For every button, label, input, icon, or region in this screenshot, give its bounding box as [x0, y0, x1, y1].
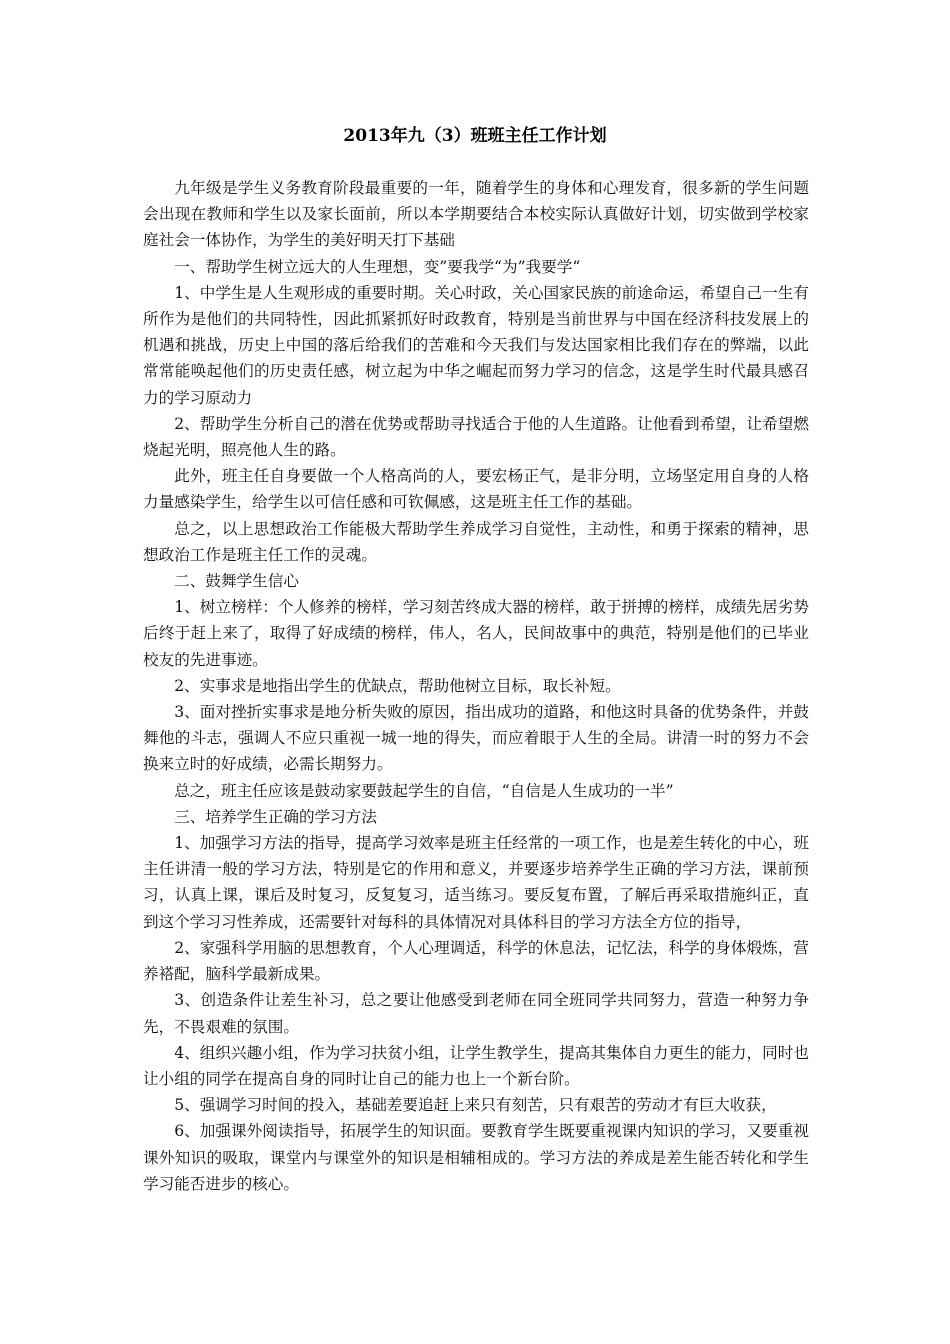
- section-heading-1: 一、帮助学生树立远大的人生理想，变”要我学“为”我要学“: [174, 257, 581, 276]
- paragraph: 4、组织兴趣小组，作为学习扶贫小组，让学生教学生，提高其集体自力更生的能力，同时也让小组的同学在提高自身的同时让自己的能力也上一个新台阶。: [143, 1043, 809, 1088]
- paragraph-intro: 九年级是学生义务教育阶段最重要的一年，随着学生的身体和心理发育，很多新的学生问题会出现在教师和学生以及家长面前，所以本学期要结合本校实际认真做好计划，切实做到学校家庭社会一体协作，为学生的美好明天打下基础: [143, 179, 809, 250]
- paragraph: 3、创造条件让差生补习，总之要让他感受到老师在同全班同学共同努力，营造一种努力争先，不畏艰难的氛围。: [143, 991, 809, 1036]
- paragraph: 2、家强科学用脑的思想教育，个人心理调适，科学的休息法，记忆法，科学的身体煅炼，营养褡配，脑科学最新成果。: [143, 938, 809, 984]
- paragraph: 总之，班主任应该是鼓动家要鼓起学生的自信，“自信是人生成功的一半”: [174, 781, 674, 800]
- paragraph: 1、树立榜样：个人修养的榜样，学习刻苦终成大器的榜样，敢于拼搏的榜样，成绩先居劣势后终于赶上来了，取得了好成绩的榜样，伟人，名人，民间故事中的典范，特别是他们的已毕业校友的先进事迹。: [143, 598, 809, 669]
- paragraph: 2、帮助学生分析自己的潜在优势或帮助寻找适合于他的人生道路。让他看到希望，让希望燃烧起光明，照亮他人生的路。: [143, 414, 809, 460]
- paragraph: 3、面对挫折实事求是地分析失败的原因，指出成功的道路，和他这时具备的优势条件，并鼓舞他的斗志，强调人不应只重视一城一地的得失，而应着眼于人生的全局。讲清一时的努力不会换来立时的好成绩，必需长期努力。: [143, 703, 809, 774]
- paragraph: 总之，以上思想政治工作能极大帮助学生养成学习自觉性，主动性，和勇于探索的精神，思想政治工作是班主任工作的灵魂。: [143, 519, 809, 564]
- paragraph: 1、中学生是人生观形成的重要时期。关心时政，关心国家民族的前途命运，希望自己一生有所作为是他们的共同特性，因此抓紧抓好时政教育，特别是当前世界与中国在经济科技发展上的机遇和挑战，历史上中国的落后给我们的苦难和今天我们与发达国家相比我们存在的弊端，以此常常能唤起他们的历史责任感，树立起为中华之崛起而努力学习的信念，这是学生时代最具感召力的学习原动力: [143, 283, 809, 407]
- document-body: [143, 175, 809, 1197]
- paragraph: 5、强调学习时间的投入，基础差要追赶上来只有刻苦，只有艰苦的劳动才有巨大收获，: [174, 1096, 777, 1115]
- section-heading-3: 三、培养学生正确的学习方法: [174, 807, 377, 826]
- paragraph: 6、加强课外阅读指导，拓展学生的知识面。要教育学生既要重视课内知识的学习，又要重视课外知识的吸取，课堂内与课堂外的知识是相辅相成的。学习方法的养成是差生能否转化和学生学习能否进步的核心。: [143, 1122, 809, 1193]
- section-heading-2: 二、鼓舞学生信心: [174, 572, 299, 591]
- paragraph: 2、实事求是地指出学生的优缺点，帮助他树立目标，取长补短。: [174, 676, 621, 695]
- paragraph: 此外，班主任自身要做一个人格高尚的人，要宏杨正气，是非分明，立场坚定用自身的人格力量感染学生，给学生以可信任感和可钦佩感，这是班主任工作的基础。: [143, 467, 809, 512]
- paragraph: 1、加强学习方法的指导，提高学习效率是班主任经常的一项工作，也是差生转化的中心，班主任讲清一般的学习方法，特别是它的作用和意义，并要逐步培养学生正确的学习方法，课前预习，认真上课，课后及时复习，反复复习，适当练习。要反复布置，了解后再采取措施纠正，直到这个学习习性养成，还需要针对每科的具体情况对具体科目的学习方法全方位的指导，: [143, 834, 809, 931]
- document-title: 2013年九（3）班班主任工作计划: [343, 126, 607, 146]
